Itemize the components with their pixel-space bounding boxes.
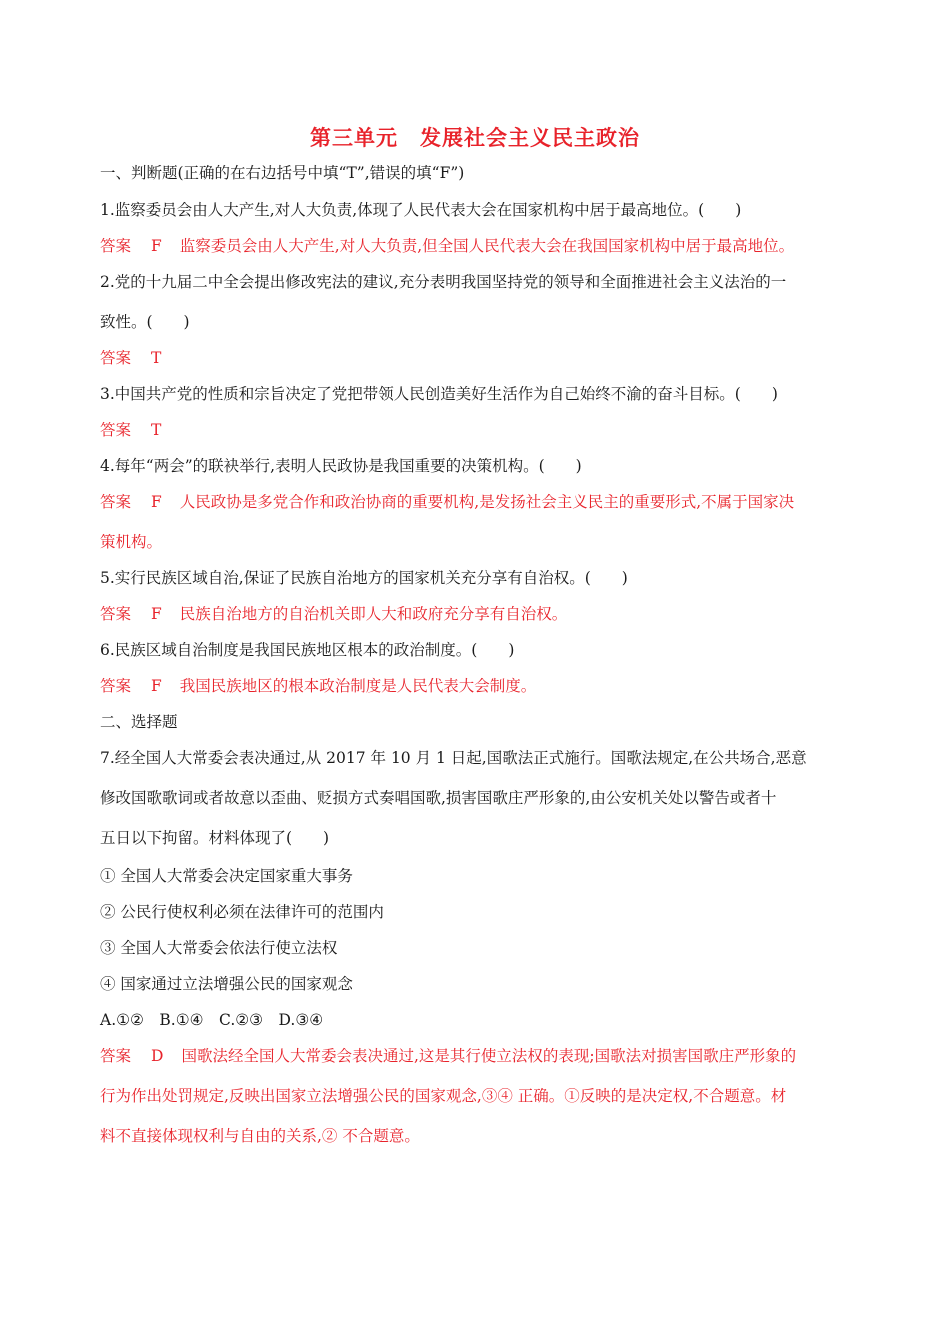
answer-4-line-2: 策机构。 <box>100 533 163 551</box>
option-4: ④ 国家通过立法增强公民的国家观念 <box>100 975 353 993</box>
answer-2 <box>100 347 179 369</box>
option-3: ③ 全国人大常委会依法行使立法权 <box>100 939 338 957</box>
question-6: 6.民族区域自治制度是我国民族地区根本的政治制度。( ) <box>100 641 515 659</box>
answer-6 <box>100 675 536 697</box>
question-2-line-2: 致性。( ) <box>100 313 190 331</box>
answer-key: F <box>151 677 162 695</box>
answer-key: D <box>151 1047 164 1065</box>
answer-explanation: 监察委员会由人大产生,对人大负责,但全国人民代表大会在我国国家机构中居于最高地位。 <box>179 237 795 255</box>
answer-label: 答案 <box>100 493 132 511</box>
answer-1 <box>100 235 794 257</box>
answer-key: F <box>151 493 162 511</box>
question-5: 5.实行民族区域自治,保证了民族自治地方的国家机关充分享有自治权。( ) <box>100 569 628 587</box>
question-1: 1.监察委员会由人大产生,对人大负责,体现了人民代表大会在国家机构中居于最高地位。( ) <box>100 201 742 219</box>
answer-label: 答案 <box>100 1047 132 1065</box>
option-1: ① 全国人大常委会决定国家重大事务 <box>100 867 353 885</box>
answer-explanation: 人民政协是多党合作和政治协商的重要机构,是发扬社会主义民主的重要形式,不属于国家决 <box>179 493 795 511</box>
answer-label: 答案 <box>100 349 132 367</box>
answer-explanation: 国歌法经全国人大常委会表决通过,这是其行使立法权的表现;国歌法对损害国歌庄严形象的 <box>181 1047 797 1065</box>
answer-7-line-3: 料不直接体现权利与自由的关系,② 不合题意。 <box>100 1127 420 1145</box>
question-7-line-1: 7.经全国人大常委会表决通过,从 2017 年 10 月 1 日起,国歌法正式施行。国歌法规定,在公共场合,恶意 <box>100 749 807 767</box>
answer-explanation: 我国民族地区的根本政治制度是人民代表大会制度。 <box>179 677 537 695</box>
answer-key: T <box>151 349 162 367</box>
question-7-line-3: 五日以下拘留。材料体现了( ) <box>100 829 330 847</box>
answer-key: F <box>151 237 162 255</box>
answer-explanation: 民族自治地方的自治机关即人大和政府充分享有自治权。 <box>179 605 568 623</box>
question-3: 3.中国共产党的性质和宗旨决定了党把带领人民创造美好生活作为自己始终不渝的奋斗目标。( ) <box>100 385 778 403</box>
question-7-line-2: 修改国歌歌词或者故意以歪曲、贬损方式奏唱国歌,损害国歌庄严形象的,由公安机关处以警告或者十 <box>100 789 777 807</box>
answer-label: 答案 <box>100 237 132 255</box>
answer-label: 答案 <box>100 605 132 623</box>
answer-7-line-1 <box>100 1045 796 1067</box>
answer-4-line-1 <box>100 491 794 513</box>
answer-choices: A.①② B.①④ C.②③ D.③④ <box>100 1011 324 1029</box>
page-title: 第三单元 发展社会主义民主政治 <box>310 126 640 150</box>
section-heading-judgment: 一、判断题(正确的在右边括号中填“T”,错误的填“F”) <box>100 164 465 182</box>
answer-key: T <box>151 421 162 439</box>
answer-key: F <box>151 605 162 623</box>
answer-7-line-2: 行为作出处罚规定,反映出国家立法增强公民的国家观念,③④ 正确。①反映的是决定权,不合题意。材 <box>100 1087 787 1105</box>
answer-3 <box>100 419 179 441</box>
answer-label: 答案 <box>100 421 132 439</box>
section-heading-choice: 二、选择题 <box>100 713 178 731</box>
option-2: ② 公民行使权利必须在法律许可的范围内 <box>100 903 384 921</box>
answer-label: 答案 <box>100 677 132 695</box>
answer-5 <box>100 603 567 625</box>
question-2-line-1: 2.党的十九届二中全会提出修改宪法的建议,充分表明我国坚持党的领导和全面推进社会主义法治的一 <box>100 273 787 291</box>
question-4: 4.每年“两会”的联袂举行,表明人民政协是我国重要的决策机构。( ) <box>100 457 582 475</box>
